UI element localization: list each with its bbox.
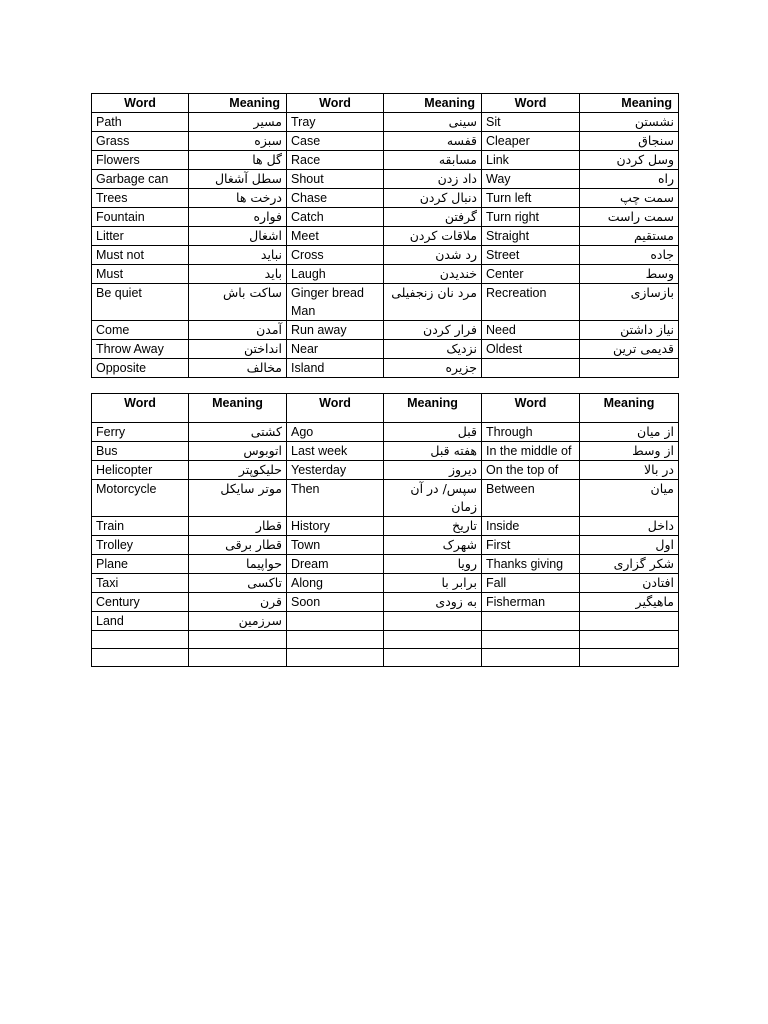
word-cell xyxy=(92,649,189,667)
word-cell: In the middle of xyxy=(482,442,580,461)
word-cell: Flowers xyxy=(92,151,189,170)
table-row xyxy=(92,359,679,378)
column-header-word: Word xyxy=(92,94,189,113)
meaning-cell: سنجاق xyxy=(580,132,679,151)
meaning-cell: قدیمی ترین xyxy=(580,340,679,359)
word-cell: Case xyxy=(287,132,384,151)
table-row xyxy=(92,536,679,555)
table-row xyxy=(92,340,679,359)
meaning-cell xyxy=(580,649,679,667)
word-cell: Ago xyxy=(287,423,384,442)
word-cell xyxy=(482,649,580,667)
meaning-cell: وسل کردن xyxy=(580,151,679,170)
meaning-cell: قطار برقی xyxy=(189,536,287,555)
word-cell: Garbage can xyxy=(92,170,189,189)
word-cell: Dream xyxy=(287,555,384,574)
word-cell: Ginger bread Man xyxy=(287,284,384,321)
table-row xyxy=(92,631,679,649)
word-cell: Path xyxy=(92,113,189,132)
meaning-cell: درخت ها xyxy=(189,189,287,208)
word-cell: Fountain xyxy=(92,208,189,227)
meaning-cell: میان xyxy=(580,480,679,517)
table-row xyxy=(92,170,679,189)
table-row xyxy=(92,461,679,480)
word-cell: Along xyxy=(287,574,384,593)
meaning-cell: ملاقات کردن xyxy=(384,227,482,246)
meaning-cell: قفسه xyxy=(384,132,482,151)
word-cell: Island xyxy=(287,359,384,378)
word-cell: Shout xyxy=(287,170,384,189)
word-cell: Way xyxy=(482,170,580,189)
column-header-meaning: Meaning xyxy=(189,94,287,113)
word-cell: Ferry xyxy=(92,423,189,442)
meaning-cell: داد زدن xyxy=(384,170,482,189)
table-row xyxy=(92,612,679,631)
meaning-cell: باید xyxy=(189,265,287,284)
meaning-cell: انداختن xyxy=(189,340,287,359)
word-cell: Center xyxy=(482,265,580,284)
word-cell: First xyxy=(482,536,580,555)
vocabulary-table-2 xyxy=(91,393,679,667)
column-header-word: Word xyxy=(482,94,580,113)
word-cell: Catch xyxy=(287,208,384,227)
meaning-cell xyxy=(189,649,287,667)
meaning-cell: مسیر xyxy=(189,113,287,132)
meaning-cell: سبزه xyxy=(189,132,287,151)
word-cell: Thanks giving xyxy=(482,555,580,574)
word-cell: Turn right xyxy=(482,208,580,227)
meaning-cell: قبل xyxy=(384,423,482,442)
meaning-cell: وسط xyxy=(580,265,679,284)
word-cell: Fall xyxy=(482,574,580,593)
word-cell: Cross xyxy=(287,246,384,265)
word-cell xyxy=(287,631,384,649)
meaning-cell: حلیکوپتر xyxy=(189,461,287,480)
meaning-cell: جاده xyxy=(580,246,679,265)
word-cell: Tray xyxy=(287,113,384,132)
meaning-cell: سرزمین xyxy=(189,612,287,631)
meaning-cell: سمت چپ xyxy=(580,189,679,208)
meaning-cell: رویا xyxy=(384,555,482,574)
meaning-cell: سمت راست xyxy=(580,208,679,227)
word-cell: Link xyxy=(482,151,580,170)
meaning-cell: تاکسی xyxy=(189,574,287,593)
word-cell: Opposite xyxy=(92,359,189,378)
meaning-cell: تاریخ xyxy=(384,517,482,536)
word-cell: Train xyxy=(92,517,189,536)
meaning-cell: دنبال کردن xyxy=(384,189,482,208)
word-cell: Trees xyxy=(92,189,189,208)
word-cell: Race xyxy=(287,151,384,170)
column-header-meaning: Meaning xyxy=(189,394,287,423)
meaning-cell: جزیره xyxy=(384,359,482,378)
word-cell: Bus xyxy=(92,442,189,461)
table-row xyxy=(92,246,679,265)
word-cell: Land xyxy=(92,612,189,631)
word-cell: Grass xyxy=(92,132,189,151)
column-header-meaning: Meaning xyxy=(580,94,679,113)
word-cell: Taxi xyxy=(92,574,189,593)
meaning-cell: مسابقه xyxy=(384,151,482,170)
table-row xyxy=(92,265,679,284)
meaning-cell xyxy=(580,612,679,631)
meaning-cell xyxy=(384,631,482,649)
word-cell: Meet xyxy=(287,227,384,246)
word-cell: Laugh xyxy=(287,265,384,284)
table-row xyxy=(92,189,679,208)
meaning-cell: سپس/ در آن زمان xyxy=(384,480,482,517)
word-cell: Cleaper xyxy=(482,132,580,151)
meaning-cell xyxy=(384,612,482,631)
table-header-row xyxy=(92,94,679,113)
table-row xyxy=(92,321,679,340)
word-cell: Street xyxy=(482,246,580,265)
meaning-cell: اشغال xyxy=(189,227,287,246)
meaning-cell: رد شدن xyxy=(384,246,482,265)
word-cell: Near xyxy=(287,340,384,359)
meaning-cell: اول xyxy=(580,536,679,555)
table-row xyxy=(92,423,679,442)
table-row xyxy=(92,208,679,227)
meaning-cell: به زودی xyxy=(384,593,482,612)
word-cell: Between xyxy=(482,480,580,517)
table-row xyxy=(92,227,679,246)
meaning-cell: اتوبوس xyxy=(189,442,287,461)
word-cell: Sit xyxy=(482,113,580,132)
meaning-cell: خندیدن xyxy=(384,265,482,284)
column-header-meaning: Meaning xyxy=(580,394,679,423)
word-cell: Must not xyxy=(92,246,189,265)
meaning-cell: افتادن xyxy=(580,574,679,593)
word-cell: Trolley xyxy=(92,536,189,555)
meaning-cell: گرفتن xyxy=(384,208,482,227)
meaning-cell: شکر گزاری xyxy=(580,555,679,574)
word-cell: Fisherman xyxy=(482,593,580,612)
table-row xyxy=(92,132,679,151)
meaning-cell xyxy=(580,359,679,378)
meaning-cell: مستقیم xyxy=(580,227,679,246)
meaning-cell: هفته قبل xyxy=(384,442,482,461)
word-cell: Come xyxy=(92,321,189,340)
meaning-cell: داخل xyxy=(580,517,679,536)
meaning-cell: فرار کردن xyxy=(384,321,482,340)
word-cell: Throw Away xyxy=(92,340,189,359)
meaning-cell: دیروز xyxy=(384,461,482,480)
word-cell: Recreation xyxy=(482,284,580,321)
meaning-cell xyxy=(384,649,482,667)
column-header-word: Word xyxy=(287,394,384,423)
word-cell: Must xyxy=(92,265,189,284)
table-row xyxy=(92,574,679,593)
word-cell: Through xyxy=(482,423,580,442)
meaning-cell: ماهیگیر xyxy=(580,593,679,612)
meaning-cell: سطل آشغال xyxy=(189,170,287,189)
word-cell: On the top of xyxy=(482,461,580,480)
word-cell: Inside xyxy=(482,517,580,536)
meaning-cell: آمدن xyxy=(189,321,287,340)
meaning-cell: حواپیما xyxy=(189,555,287,574)
meaning-cell: نیاز داشتن xyxy=(580,321,679,340)
meaning-cell xyxy=(189,631,287,649)
meaning-cell: مخالف xyxy=(189,359,287,378)
meaning-cell: بازسازی xyxy=(580,284,679,321)
meaning-cell: کشتی xyxy=(189,423,287,442)
meaning-cell: از وسط xyxy=(580,442,679,461)
word-cell: Turn left xyxy=(482,189,580,208)
meaning-cell: سینی xyxy=(384,113,482,132)
word-cell: History xyxy=(287,517,384,536)
table-row xyxy=(92,517,679,536)
table-row xyxy=(92,284,679,321)
vocabulary-table-1 xyxy=(91,93,679,378)
meaning-cell: شهرک xyxy=(384,536,482,555)
table-row xyxy=(92,555,679,574)
meaning-cell: فواره xyxy=(189,208,287,227)
table-row xyxy=(92,593,679,612)
table-header-row xyxy=(92,394,679,423)
word-cell: Run away xyxy=(287,321,384,340)
column-header-meaning: Meaning xyxy=(384,94,482,113)
table-row xyxy=(92,442,679,461)
word-cell: Straight xyxy=(482,227,580,246)
word-cell: Soon xyxy=(287,593,384,612)
column-header-word: Word xyxy=(482,394,580,423)
word-cell: Town xyxy=(287,536,384,555)
meaning-cell: راه xyxy=(580,170,679,189)
word-cell xyxy=(482,631,580,649)
meaning-cell: در بالا xyxy=(580,461,679,480)
word-cell: Last week xyxy=(287,442,384,461)
meaning-cell: نشستن xyxy=(580,113,679,132)
meaning-cell: موتر سایکل xyxy=(189,480,287,517)
meaning-cell: قطار xyxy=(189,517,287,536)
word-cell xyxy=(287,649,384,667)
meaning-cell: نباید xyxy=(189,246,287,265)
word-cell: Need xyxy=(482,321,580,340)
word-cell: Motorcycle xyxy=(92,480,189,517)
meaning-cell: برابر با xyxy=(384,574,482,593)
table-row xyxy=(92,649,679,667)
word-cell: Helicopter xyxy=(92,461,189,480)
column-header-word: Word xyxy=(92,394,189,423)
meaning-cell: از میان xyxy=(580,423,679,442)
word-cell: Then xyxy=(287,480,384,517)
meaning-cell xyxy=(580,631,679,649)
word-cell xyxy=(287,612,384,631)
word-cell: Chase xyxy=(287,189,384,208)
word-cell xyxy=(482,359,580,378)
word-cell xyxy=(482,612,580,631)
word-cell: Yesterday xyxy=(287,461,384,480)
word-cell: Oldest xyxy=(482,340,580,359)
column-header-meaning: Meaning xyxy=(384,394,482,423)
meaning-cell: قرن xyxy=(189,593,287,612)
meaning-cell: گل ها xyxy=(189,151,287,170)
column-header-word: Word xyxy=(287,94,384,113)
meaning-cell: مرد نان زنجفیلی xyxy=(384,284,482,321)
table-row xyxy=(92,480,679,517)
word-cell: Century xyxy=(92,593,189,612)
table-row xyxy=(92,113,679,132)
word-cell: Litter xyxy=(92,227,189,246)
meaning-cell: ساکت باش xyxy=(189,284,287,321)
meaning-cell: نزدیک xyxy=(384,340,482,359)
word-cell xyxy=(92,631,189,649)
word-cell: Plane xyxy=(92,555,189,574)
table-row xyxy=(92,151,679,170)
word-cell: Be quiet xyxy=(92,284,189,321)
